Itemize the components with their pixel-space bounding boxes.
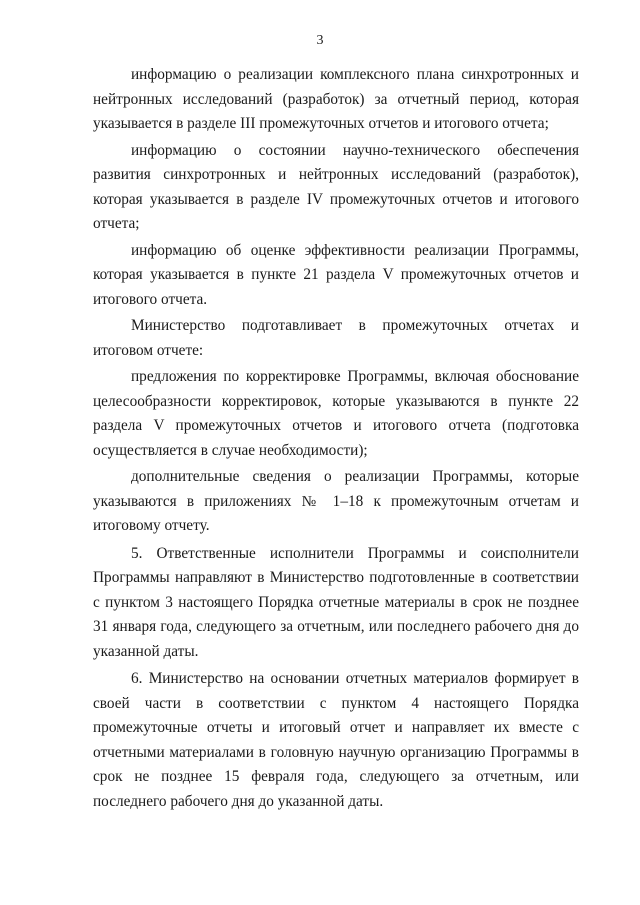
paragraph-info-efficiency: информацию об оценке эффективности реализации Программы, которая указывается в пункте 21 раздела V промежуточных отчетов и итогового отчета. [93, 241, 579, 308]
paragraph-ministry-prepares: Министерство подготавливает в промежуточных отчетах и итоговом отчете: [93, 317, 579, 359]
document-body [93, 63, 579, 814]
paragraph-item-5: 5. Ответственные исполнители Программы и соисполнители Программы направляют в Министерство подготовленные в соответствии с пунктом 3 настоящего Порядка отчетные материалы в срок не позднее 31 января года, следующего за отчетным, или последнего рабочего дня до указанной даты. [93, 544, 579, 660]
paragraph-correction-proposals: предложения по корректировке Программы, включая обоснование целесообразности корректировок, которые указываются в пункте 22 раздела V промежуточных отчетов и итогового отчета (подготовка осуществляется в случае необходимости); [93, 368, 579, 459]
paragraph-info-technical-support: информацию о состоянии научно-технического обеспечения развития синхротронных и нейтронных исследований (разработок), которая указывается в разделе IV промежуточных отчетов и итогового отчета; [93, 141, 579, 232]
paragraph-additional-info: дополнительные сведения о реализации Программы, которые указываются в приложениях № 1–18 к промежуточным отчетам и итоговому отчету. [93, 468, 579, 534]
paragraph-info-complex-plan: информацию о реализации комплексного плана синхротронных и нейтронных исследований (разработок) за отчетный период, которая указывается в разделе III промежуточных отчетов и итогового отчета; [93, 66, 579, 132]
paragraph-item-6: 6. Министерство на основании отчетных материалов формирует в своей части в соответствии с пунктом 4 настоящего Порядка промежуточные отчеты и итоговый отчет и направляет их вместе с отчетными материалами в головную научную организацию Программы в срок не позднее 15 февраля года, следующего за отчетным, или последнего рабочего дня до указанной даты. [93, 670, 579, 810]
page-number: 3 [316, 33, 324, 48]
